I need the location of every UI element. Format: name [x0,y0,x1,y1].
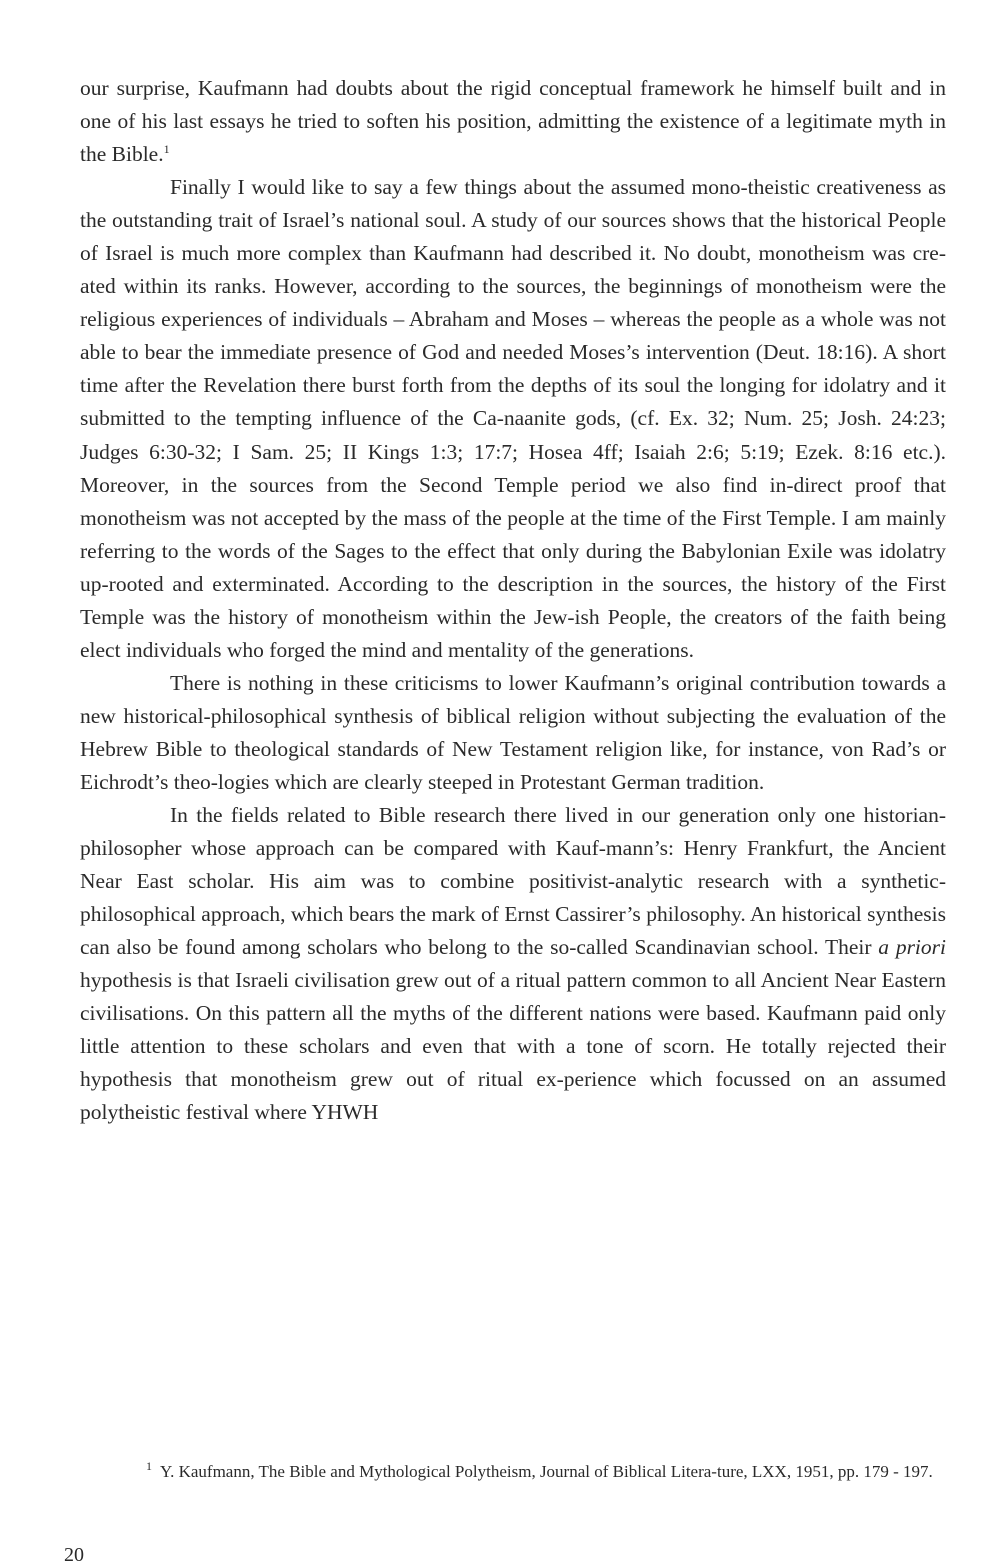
paragraph-4 [80,799,946,1129]
footnote-reference: 1 [163,141,170,156]
paragraph-2-text: Finally I would like to say a few things about the assumed mono-theistic creativeness as the outstanding trait of Israel’s national soul. A study of our sources shows that the historical People of Israel is much more complex than Kaufmann had described it. No doubt, monotheism was cre-ated within its ranks. However, according to the sources, the beginnings of monotheism were the religious experiences of individuals – Abraham and Moses – whereas the people as a whole was not able to bear the immediate presence of God and needed Moses’s intervention (Deut. 18:16). A short time after the Revelation there burst forth from the depths of its soul the longing for idolatry and it submitted to the tempting influence of the Ca-naanite gods, (cf. Ex. 32; Num. 25; Josh. 24:23; Judges 6:30-32; I Sam. 25; II Kings 1:3; 17:7; Hosea 4ff; Isaiah 2:6; 5:19; Ezek. 8:16 etc.). Moreover, in the sources from the Second Temple period we also find in-direct proof that monotheism was not accepted by the mass of the people at the time of the First Temple. I am mainly referring to the words of the Sages to the effect that only during the Babylonian Exile was idolatry up-rooted and exterminated. According to the description in the sources, the history of the First Temple was the history of monotheism within the Jew-ish People, the creators of the faith being elect individuals who forged the mind and mentality of the generations. [80,175,946,662]
paragraph-4-text-start: In the fields related to Bible research there lived in our generation only one historian-philosopher whose approach can be compared with Kauf-mann’s: Henry Frankfurt, the Ancient Near East scholar. His aim was to combine positivist-analytic research with a synthetic-philosophical approach, which bears the mark of Ernst Cassirer’s philosophy. An historical synthesis can also be found among scholars who belong to the so-called Scandinavian school. Their [80,803,946,960]
paragraph-1 [80,72,946,171]
page-number: 20 [64,1544,84,1566]
paragraph-3 [80,667,946,799]
paragraph-4-italic: a priori [878,935,946,960]
footnote-text: Y. Kaufmann, The Bible and Mythological Polytheism, Journal of Biblical Litera-ture, LXX, 1951, pp. 179 - 197. [160,1462,933,1481]
paragraph-3-text: There is nothing in these criticisms to lower Kaufmann’s original contribution towards a new historical-philosophical synthesis of biblical religion without subjecting the evaluation of the Hebrew Bible to theological standards of New Testament religion like, for instance, von Rad’s or Eichrodt’s theo-logies which are clearly steeped in Protestant German tradition. [80,670,946,794]
paragraph-4-text-end: hypothesis is that Israeli civilisation grew out of a ritual pattern common to all Ancient Near Eastern civilisations. On this pattern all the myths of the different nations were based. Kaufmann paid only little attention to these scholars and even that with a tone of scorn. He totally rejected their hypothesis that monotheism grew out of ritual ex-perience which focussed on an assumed polytheistic festival where YHWH [80,968,946,1125]
paragraph-1-text: our surprise, Kaufmann had doubts about the rigid conceptual framework he himself built and in one of his last essays he tried to soften his position, admitting the existence of a legitimate myth in the Bible. [80,76,946,167]
footnote: 1 Y. Kaufmann, The Bible and Mythological Polytheism, Journal of Biblical Litera-ture, LXX, 1951, pp. 179 - 197. [146,1459,933,1481]
main-text [80,72,946,1130]
paragraph-2 [80,171,946,667]
